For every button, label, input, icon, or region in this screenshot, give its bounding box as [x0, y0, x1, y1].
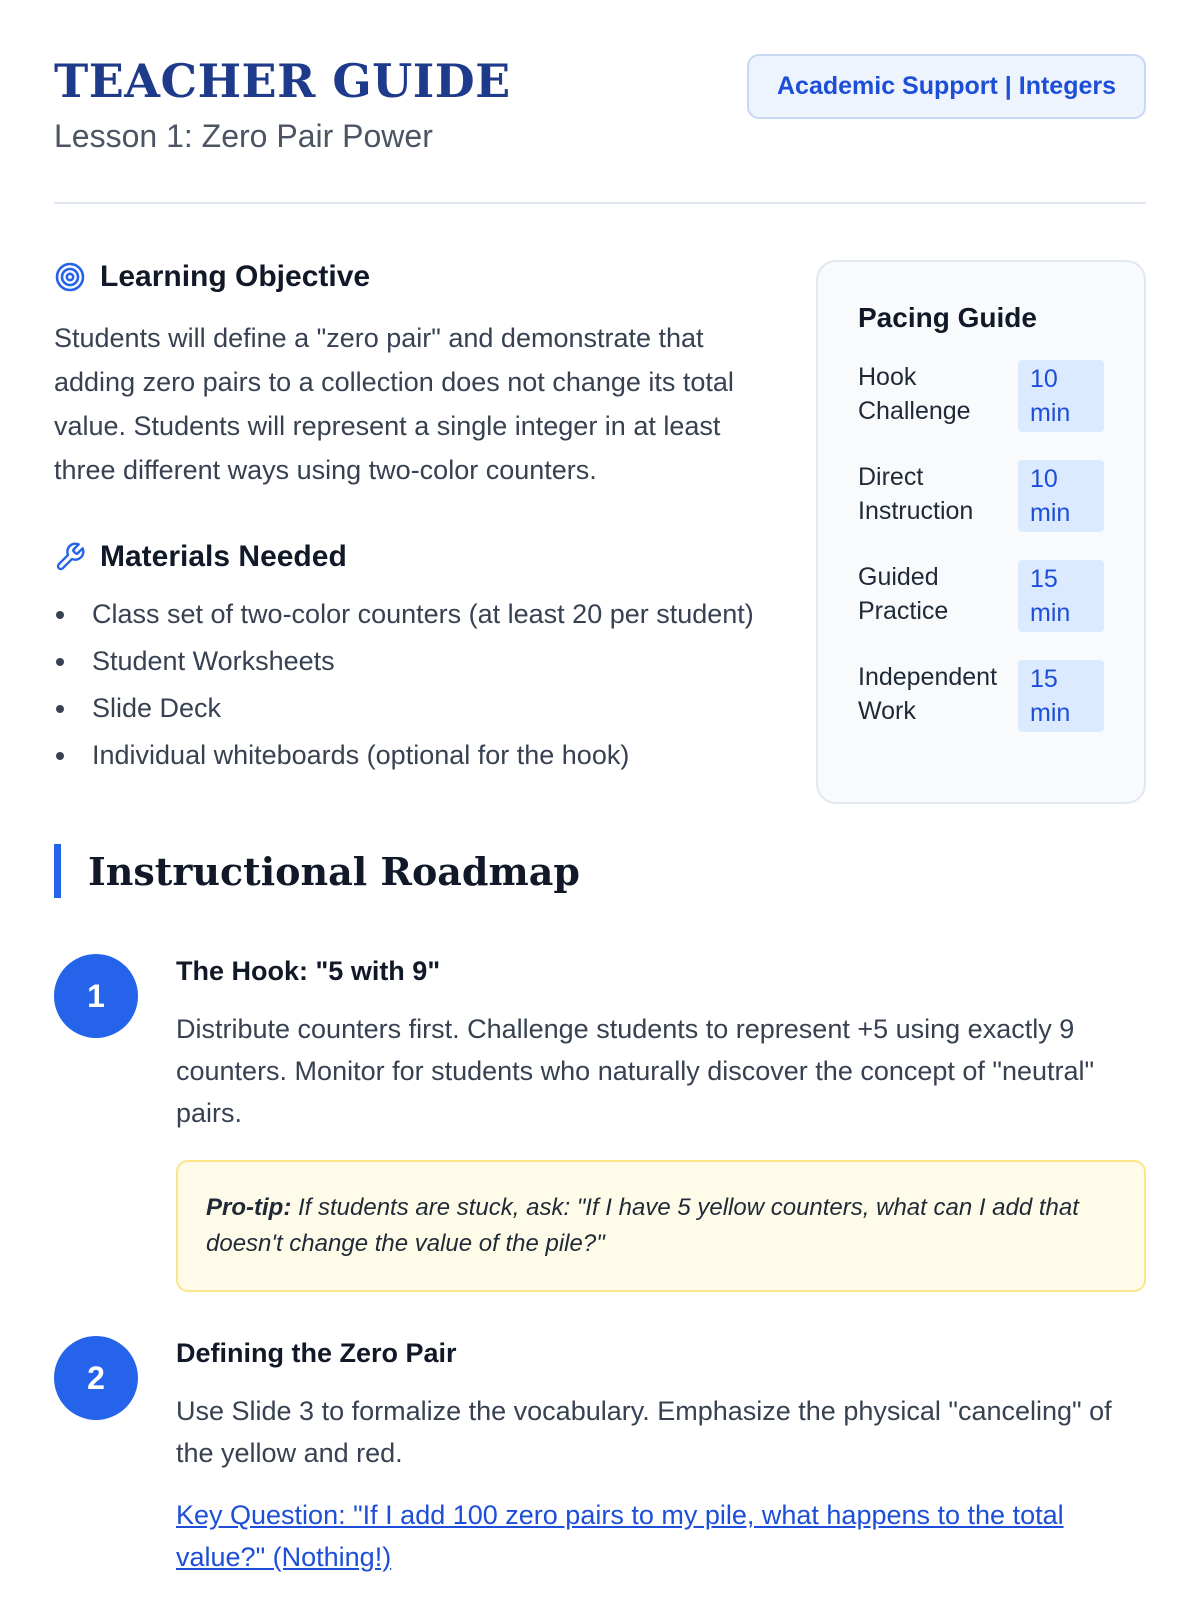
roadmap-heading: Instructional Roadmap: [54, 844, 1146, 900]
pacing-row: [858, 460, 1104, 532]
objective-materials-column: [54, 260, 774, 782]
roadmap-steps: [54, 954, 1146, 1578]
materials-heading: [54, 540, 774, 574]
list-item: Class set of two-color counters (at least 20 per student): [54, 594, 774, 634]
objective-heading: [54, 260, 774, 294]
pacing-time-badge: 10 min: [1018, 460, 1104, 532]
step-title: Defining the Zero Pair: [176, 1338, 457, 1368]
pacing-time-badge: 15 min: [1018, 660, 1104, 732]
objective-heading-label: Learning Objective: [100, 260, 371, 293]
pro-tip-callout: [176, 1160, 1146, 1292]
wrench-icon: [54, 541, 86, 573]
list-item: Slide Deck: [54, 688, 774, 728]
subject-badge: Academic Support | Integers: [747, 54, 1146, 119]
pacing-label: Guided Practice: [858, 563, 949, 625]
step-number-badge: 2: [54, 1336, 138, 1420]
materials-heading-label: Materials Needed: [100, 540, 347, 573]
pacing-guide-card: [816, 260, 1146, 804]
lesson-subtitle: Lesson 1: Zero Pair Power: [54, 118, 433, 154]
objective-text: Students will define a "zero pair" and demonstrate that adding zero pairs to a collection does not change its total value. Students will represent a single integer in at least three different ways using two-color counters.: [54, 323, 734, 485]
instructional-roadmap-section: [54, 844, 1146, 1578]
pro-tip-label: Pro-tip:: [206, 1194, 292, 1221]
list-item: Student Worksheets: [54, 641, 774, 681]
pacing-label: Independent Work: [858, 663, 998, 725]
pacing-label: Hook Challenge: [858, 363, 971, 425]
overview-section: [54, 204, 1146, 844]
pacing-time-badge: 10 min: [1018, 360, 1104, 432]
list-item: Individual whiteboards (optional for the hook): [54, 735, 774, 775]
pacing-label: Direct Instruction: [858, 463, 974, 525]
step-description: Distribute counters first. Challenge students to represent +5 using exactly 9 counters. Monitor for students who naturally discover the concept of "neutral" pairs.: [176, 1014, 1095, 1128]
pro-tip-text: If students are stuck, ask: "If I have 5 yellow counters, what can I add that doesn't change the value of the pile?": [206, 1194, 1079, 1257]
pacing-row: [858, 360, 1104, 432]
key-question-link[interactable]: Key Question: "If I add 100 zero pairs to my pile, what happens to the total value?" (Nothing!): [176, 1500, 1064, 1572]
page-title: TEACHER GUIDE: [54, 54, 511, 108]
step-number-badge: 1: [54, 954, 138, 1038]
pacing-time-badge: 15 min: [1018, 560, 1104, 632]
step-description: Use Slide 3 to formalize the vocabulary. Emphasize the physical "canceling" of the yellow and red.: [176, 1396, 1112, 1468]
materials-list: [54, 594, 774, 775]
roadmap-step: [54, 1336, 1146, 1578]
target-icon: [54, 261, 86, 293]
pacing-guide-title: Pacing Guide: [858, 302, 1037, 333]
pacing-row: [858, 660, 1104, 732]
step-title: The Hook: "5 with 9": [176, 956, 441, 986]
roadmap-step: [54, 954, 1146, 1292]
page-header: [54, 0, 1146, 204]
pacing-row: [858, 560, 1104, 632]
